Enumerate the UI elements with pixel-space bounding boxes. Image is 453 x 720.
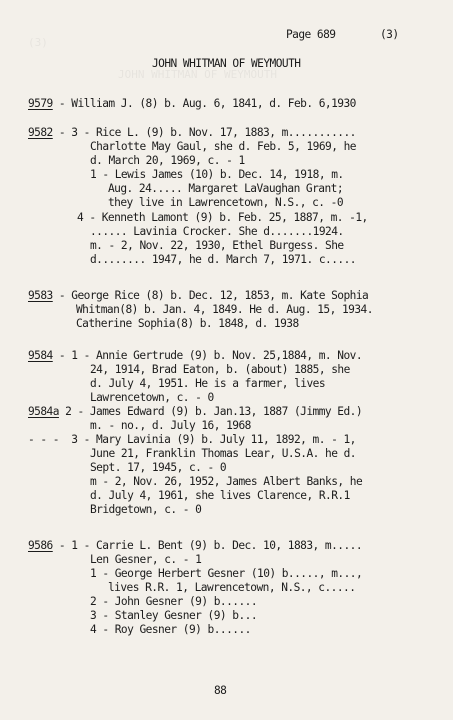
entry-9582-line: [28, 126, 356, 140]
entry-line: 1 - Lewis James (10) b. Dec. 14, 1918, m.: [90, 168, 344, 181]
entry-text: - 3 - Rice L. (9) b. Nov. 17, 1883, m...........: [52, 126, 356, 139]
entry-line: m - 2, Nov. 26, 1952, James Albert Banks, he: [90, 475, 363, 488]
entry-9584a-line: [28, 405, 362, 419]
entry-text: - 1 - Annie Gertrude (9) b. Nov. 25,1884, m. Nov.: [52, 349, 363, 362]
entry-id: 9582: [28, 126, 53, 139]
entry-id: 9579: [28, 97, 53, 110]
entry-line: Aug. 24..... Margaret LaVaughan Grant;: [108, 182, 344, 195]
bleed-through-mark: JOHN WHITMAN OF WEYMOUTH: [118, 68, 277, 81]
entry-line: 24, 1914, Brad Eaton, b. (about) 1885, she: [90, 363, 350, 376]
entry-id: 9583: [28, 289, 53, 302]
entry-line: 1 - George Herbert Gesner (10) b....., m...,: [90, 567, 363, 580]
entry-line: Catherine Sophia(8) b. 1848, d. 1938: [76, 317, 299, 330]
entry-line: June 21, Franklin Thomas Lear, U.S.A. he d.: [90, 447, 356, 460]
entry-line: d........ 1947, he d. March 7, 1971. c.....: [90, 253, 356, 266]
entry-line: 4 - Roy Gesner (9) b......: [90, 623, 251, 636]
entry-line: 3 - Stanley Gesner (9) b...: [90, 609, 258, 622]
entry-text: - William J. (8) b. Aug. 6, 1841, d. Feb. 6,1930: [52, 97, 356, 110]
entry-line: Charlotte May Gaul, she d. Feb. 5, 1969, he: [90, 140, 356, 153]
entry-line: d. March 20, 1969, c. - 1: [90, 154, 245, 167]
entry-line: Len Gesner, c. - 1: [90, 553, 202, 566]
entry-line: lives R.R. 1, Lawrencetown, N.S., c.....: [108, 581, 356, 594]
entry-line: Lawrencetown, c. - 0: [90, 391, 214, 404]
entry-line: d. July 4, 1961, she lives Clarence, R.R.1: [90, 489, 350, 502]
entry-id: 9584a: [28, 405, 59, 418]
entry-text: - George Rice (8) b. Dec. 12, 1853, m. Kate Sophia: [52, 289, 369, 302]
page-number: 88: [214, 684, 227, 697]
entry-line: 4 - Kenneth Lamont (9) b. Feb. 25, 1887, m. -1,: [77, 211, 368, 224]
entry-9586-line: [28, 539, 362, 553]
entry-line: Bridgetown, c. - 0: [90, 503, 202, 516]
entry-text: 2 - James Edward (9) b. Jan.13, 1887 (Jimmy Ed.): [58, 405, 363, 418]
entry-line: Sept. 17, 1945, c. - 0: [90, 461, 227, 474]
entry-line: Whitman(8) b. Jan. 4, 1849. He d. Aug. 15, 1934.: [76, 303, 373, 316]
entry-line: m. - 2, Nov. 22, 1930, Ethel Burgess. She: [90, 239, 344, 252]
entry-line: they live in Lawrencetown, N.S., c. -0: [108, 196, 344, 209]
entry-line: 2 - John Gesner (9) b......: [90, 595, 258, 608]
page-title: JOHN WHITMAN OF WEYMOUTH: [152, 57, 301, 70]
bleed-through-mark: (3): [28, 36, 48, 49]
section-number: (3): [380, 28, 399, 41]
entry-id: 9584: [28, 349, 53, 362]
entry-line: ...... Lavinia Crocker. She d.......1924.: [90, 225, 344, 238]
entry-line: - - - 3 - Mary Lavinia (9) b. July 11, 1892, m. - 1,: [28, 433, 356, 446]
page-label: Page 689: [286, 28, 336, 41]
entry-id: 9586: [28, 539, 53, 552]
entry-9583-line: [28, 289, 368, 303]
entry-line: d. July 4, 1951. He is a farmer, lives: [90, 377, 326, 390]
entry-text: - 1 - Carrie L. Bent (9) b. Dec. 10, 1883, m.....: [52, 539, 363, 552]
entry-line: m. - no., d. July 16, 1968: [90, 419, 251, 432]
entry-9584-line: [28, 349, 362, 363]
entry-9579-line: [28, 97, 356, 111]
